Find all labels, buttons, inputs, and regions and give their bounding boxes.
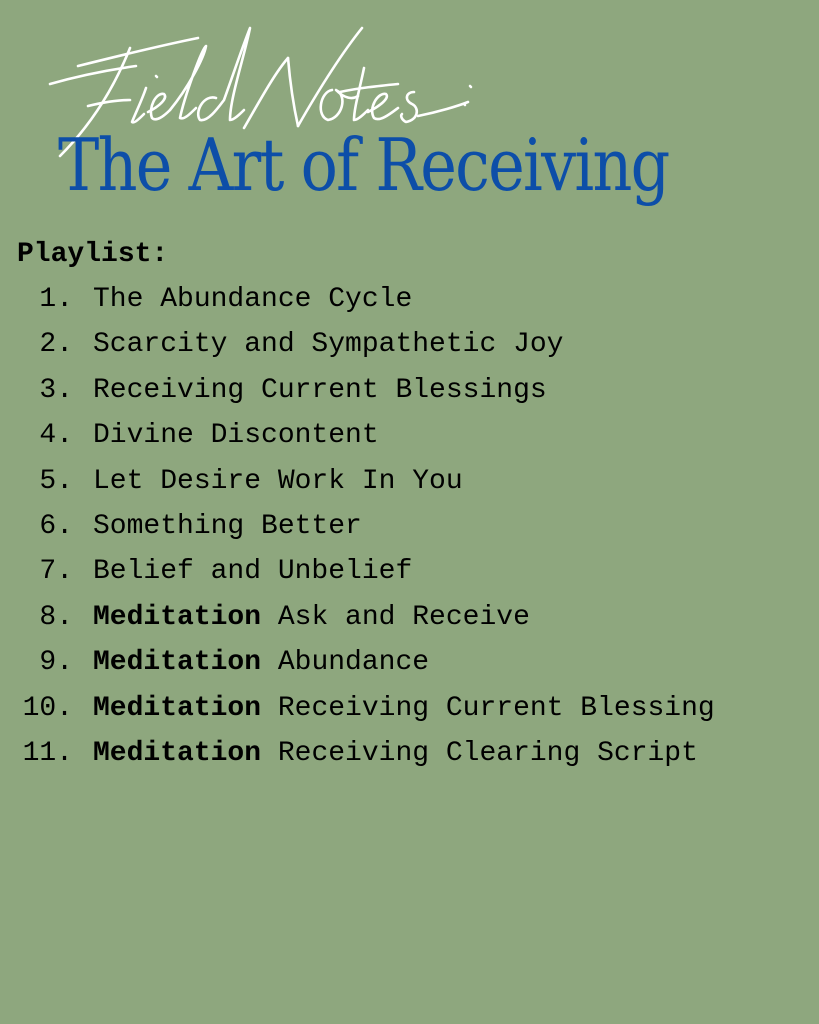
track-item[interactable] [0,328,715,373]
track-item[interactable] [0,555,715,600]
track-number: 2. [39,329,73,361]
track-title: Abundance [261,647,430,679]
page-title: The Art of Receiving [58,123,669,207]
track-number: 10. [22,692,73,724]
track-text [93,510,362,555]
track-number: 11. [22,737,73,769]
track-item[interactable] [0,419,715,464]
track-tag: Meditation [93,647,262,679]
playlist-label: Playlist: [17,239,169,270]
track-list [0,283,715,782]
track-number: 7. [39,556,73,588]
track-title: Receiving Current Blessings [93,374,547,406]
track-title: Scarcity and Sympathetic Joy [93,329,564,361]
track-item[interactable] [0,737,715,782]
track-number: 4. [39,420,73,452]
track-title: Let Desire Work In You [93,465,463,497]
track-text [93,374,547,419]
track-text [93,646,429,691]
track-item[interactable] [0,465,715,510]
track-item[interactable] [0,646,715,691]
track-tag: Meditation [93,737,262,769]
track-item[interactable] [0,283,715,328]
track-text [93,555,412,600]
track-tag: Meditation [93,692,262,724]
track-text [93,601,530,646]
track-item[interactable] [0,601,715,646]
track-title: Receiving Current Blessing [261,692,715,724]
track-title: Something Better [93,510,362,542]
track-text [93,328,563,373]
track-item[interactable] [0,374,715,419]
track-title: Receiving Clearing Script [261,737,698,769]
track-number: 3. [39,374,73,406]
track-text [93,692,715,737]
track-number: 8. [39,601,73,633]
track-tag: Meditation [93,601,262,633]
track-title: Ask and Receive [261,601,530,633]
track-title: Belief and Unbelief [93,556,413,588]
track-item[interactable] [0,692,715,737]
track-text [93,419,379,464]
track-item[interactable] [0,510,715,555]
track-number: 9. [39,647,73,679]
track-title: The Abundance Cycle [93,284,413,315]
track-text [93,465,463,510]
track-title: Divine Discontent [93,420,379,452]
track-text [93,737,698,782]
track-number: 1. [39,284,73,315]
track-number: 5. [39,465,73,497]
track-number: 6. [39,510,73,542]
track-text [93,283,412,328]
